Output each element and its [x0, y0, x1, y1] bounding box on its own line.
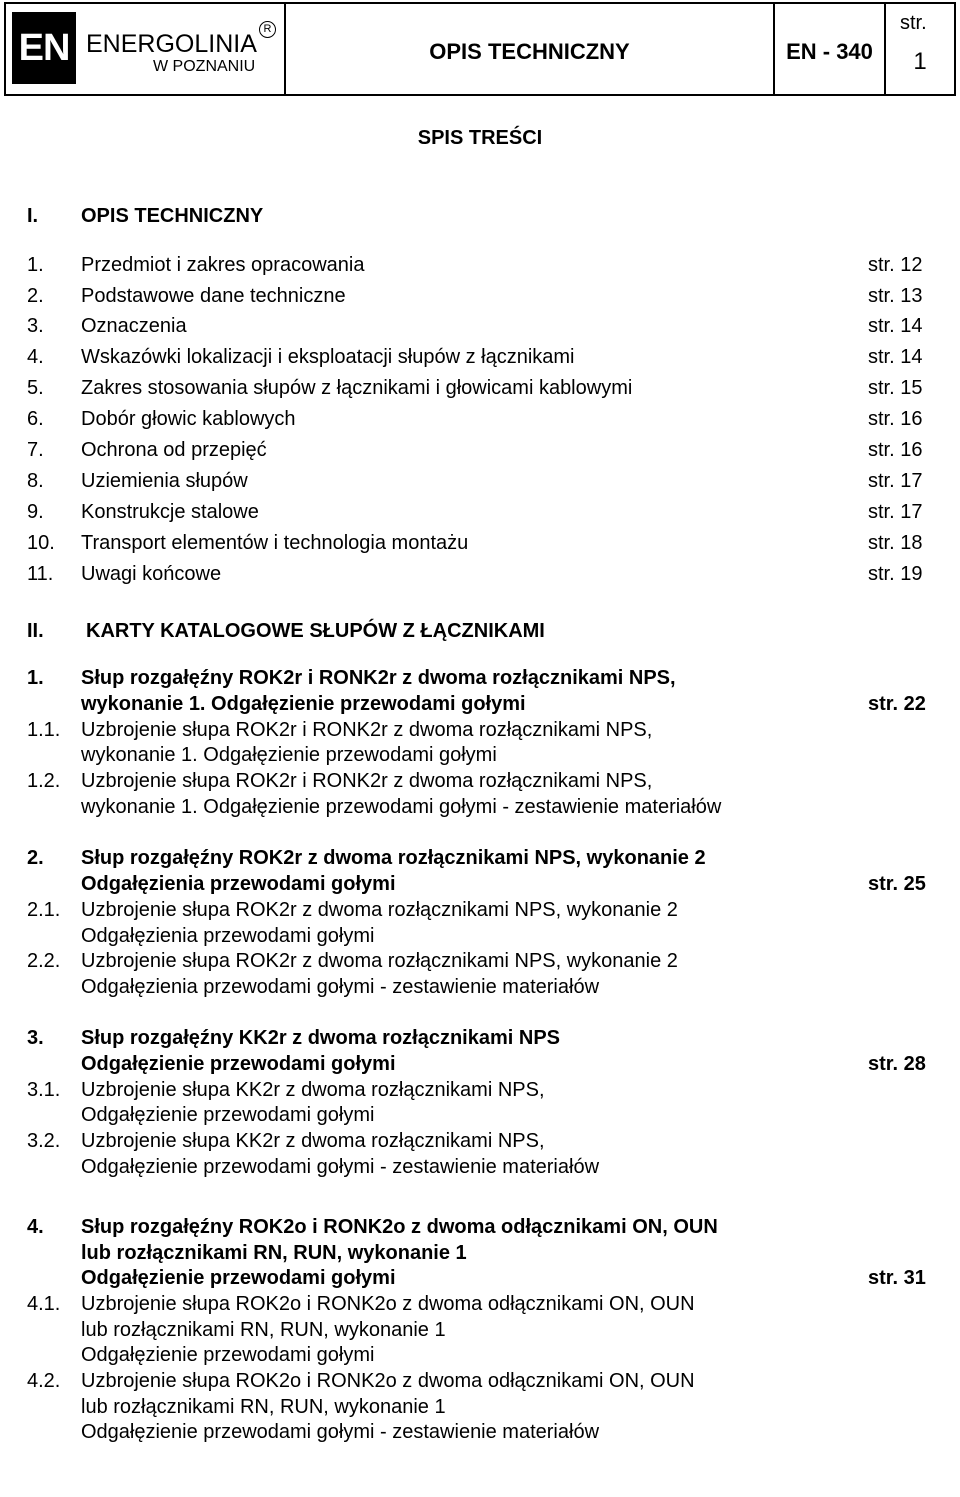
toc-link[interactable]: Odgałęzienie przewodami gołymi [81, 1053, 396, 1075]
toc-link[interactable]: Uzbrojenie słupa KK2r z dwoma rozłącznikami NPS, [81, 1079, 545, 1101]
logo-cell [6, 4, 286, 94]
toc-num: 2. [27, 847, 44, 869]
toc-page: str. 13 [868, 285, 923, 307]
page-cell [886, 4, 954, 94]
toc-link[interactable]: Odgałęzienia przewodami gołymi - zestawienie materiałów [81, 976, 600, 998]
section-number: II. [27, 620, 44, 642]
toc-link[interactable]: Uzbrojenie słupa ROK2r i RONK2r z dwoma rozłącznikami NPS, [81, 770, 653, 792]
toc-page: str. 19 [868, 563, 923, 585]
toc-link[interactable]: Odgałęzienie przewodami gołymi [81, 1104, 375, 1126]
section-title: KARTY KATALOGOWE SŁUPÓW Z ŁĄCZNIKAMI [86, 620, 545, 642]
toc-link[interactable]: lub rozłącznikami RN, RUN, wykonanie 1 [81, 1396, 446, 1418]
section-number: I. [27, 205, 39, 227]
logo-company-name: ENERGOLINIA [86, 30, 257, 58]
toc-link[interactable]: Odgałęzienie przewodami gołymi - zestawienie materiałów [81, 1421, 600, 1443]
toc-link[interactable]: Uwagi końcowe [81, 563, 222, 585]
toc-num: 2.1. [27, 899, 61, 921]
toc-num: 3.2. [27, 1130, 61, 1152]
toc-num: 6. [27, 408, 44, 430]
toc-num: 4. [27, 346, 44, 368]
toc-page: str. 15 [868, 377, 923, 399]
toc-num: 1. [27, 254, 44, 276]
toc-num: 5. [27, 377, 44, 399]
toc-page: str. 14 [868, 315, 923, 337]
toc-link[interactable]: Odgałęzienia przewodami gołymi [81, 925, 375, 947]
toc-num: 4. [27, 1216, 44, 1238]
logo-location: W POZNANIU [153, 58, 256, 75]
toc-link[interactable]: Uziemienia słupów [81, 470, 248, 492]
section-title: OPIS TECHNICZNY [81, 205, 264, 227]
toc-link[interactable]: Odgałęzienie przewodami gołymi - zestawienie materiałów [81, 1156, 600, 1178]
document-code: EN - 340 [786, 39, 873, 64]
toc-link[interactable]: Uzbrojenie słupa ROK2r z dwoma rozłącznikami NPS, wykonanie 2 [81, 899, 678, 921]
toc-page: str. 12 [868, 254, 923, 276]
toc-link[interactable]: wykonanie 1. Odgałęzienie przewodami gołymi - zestawienie materiałów [81, 796, 722, 818]
toc-num: 3. [27, 1027, 44, 1049]
toc-num: 1. [27, 667, 44, 689]
toc-page: str. 17 [868, 501, 923, 523]
toc-link[interactable]: Przedmiot i zakres opracowania [81, 254, 365, 276]
toc-page: str. 25 [868, 873, 926, 895]
toc-link[interactable]: Konstrukcje stalowe [81, 501, 259, 523]
toc-link[interactable]: Uzbrojenie słupa ROK2o i RONK2o z dwoma odłącznikami ON, OUN [81, 1293, 695, 1315]
toc-page: str. 16 [868, 439, 923, 461]
toc-page: str. 17 [868, 470, 923, 492]
toc-num: 1.1. [27, 719, 61, 741]
code-cell [775, 4, 886, 94]
toc-link[interactable]: Słup rozgałęźny KK2r z dwoma rozłącznikami NPS [81, 1027, 561, 1049]
toc-link[interactable]: Uzbrojenie słupa ROK2o i RONK2o z dwoma odłącznikami ON, OUN [81, 1370, 695, 1392]
toc-num: 4.1. [27, 1293, 61, 1315]
toc-num: 2. [27, 285, 44, 307]
toc-link[interactable]: Odgałęzienia przewodami gołymi [81, 873, 396, 895]
document-header [4, 2, 956, 96]
toc-num: 3.1. [27, 1079, 61, 1101]
logo-mark: EN [12, 12, 76, 84]
toc-link[interactable]: Wskazówki lokalizacji i eksploatacji słupów z łącznikami [81, 346, 575, 368]
registered-mark-icon: R [259, 21, 276, 38]
toc-link[interactable]: wykonanie 1. Odgałęzienie przewodami gołymi [81, 693, 526, 715]
toc-link[interactable]: Słup rozgałęźny ROK2r i RONK2r z dwoma rozłącznikami NPS, [81, 667, 676, 689]
toc-num: 3. [27, 315, 44, 337]
toc-num: 7. [27, 439, 44, 461]
toc-num: 2.2. [27, 950, 61, 972]
page-number: 1 [913, 48, 927, 75]
toc-page: str. 18 [868, 532, 923, 554]
title-cell [286, 4, 775, 94]
toc-page: str. 14 [868, 346, 923, 368]
toc-link[interactable]: Zakres stosowania słupów z łącznikami i głowicami kablowymi [81, 377, 633, 399]
toc-page: str. 16 [868, 408, 923, 430]
toc-link[interactable]: Ochrona od przepięć [81, 439, 267, 461]
toc-link[interactable]: Podstawowe dane techniczne [81, 285, 346, 307]
toc-num: 11. [27, 563, 54, 585]
toc-link[interactable]: Słup rozgałęźny ROK2o i RONK2o z dwoma odłącznikami ON, OUN [81, 1216, 718, 1238]
toc-num: 1.2. [27, 770, 61, 792]
toc-link[interactable]: Słup rozgałęźny ROK2r z dwoma rozłącznikami NPS, wykonanie 2 [81, 847, 706, 869]
toc-title: SPIS TREŚCI [417, 127, 543, 149]
toc-num: 9. [27, 501, 44, 523]
toc-link[interactable]: Oznaczenia [81, 315, 187, 337]
toc-link[interactable]: lub rozłącznikami RN, RUN, wykonanie 1 [81, 1319, 446, 1341]
toc-link[interactable]: Odgałęzienie przewodami gołymi [81, 1344, 375, 1366]
page-label: str. [900, 12, 927, 34]
toc-num: 10. [27, 532, 55, 554]
toc-link[interactable]: Uzbrojenie słupa ROK2r i RONK2r z dwoma rozłącznikami NPS, [81, 719, 653, 741]
toc-link[interactable]: wykonanie 1. Odgałęzienie przewodami gołymi [81, 744, 497, 766]
toc-link[interactable]: Odgałęzienie przewodami gołymi [81, 1267, 396, 1289]
toc-page: str. 31 [868, 1267, 926, 1289]
toc-link[interactable]: Dobór głowic kablowych [81, 408, 296, 430]
toc-page: str. 28 [868, 1053, 926, 1075]
toc-link[interactable]: Transport elementów i technologia montażu [81, 532, 469, 554]
toc-num: 8. [27, 470, 44, 492]
toc-page: str. 22 [868, 693, 926, 715]
toc-link[interactable]: lub rozłącznikami RN, RUN, wykonanie 1 [81, 1242, 467, 1264]
toc-link[interactable]: Uzbrojenie słupa KK2r z dwoma rozłącznikami NPS, [81, 1130, 545, 1152]
toc-link[interactable]: Uzbrojenie słupa ROK2r z dwoma rozłącznikami NPS, wykonanie 2 [81, 950, 678, 972]
toc-num: 4.2. [27, 1370, 61, 1392]
document-title: OPIS TECHNICZNY [429, 39, 630, 64]
